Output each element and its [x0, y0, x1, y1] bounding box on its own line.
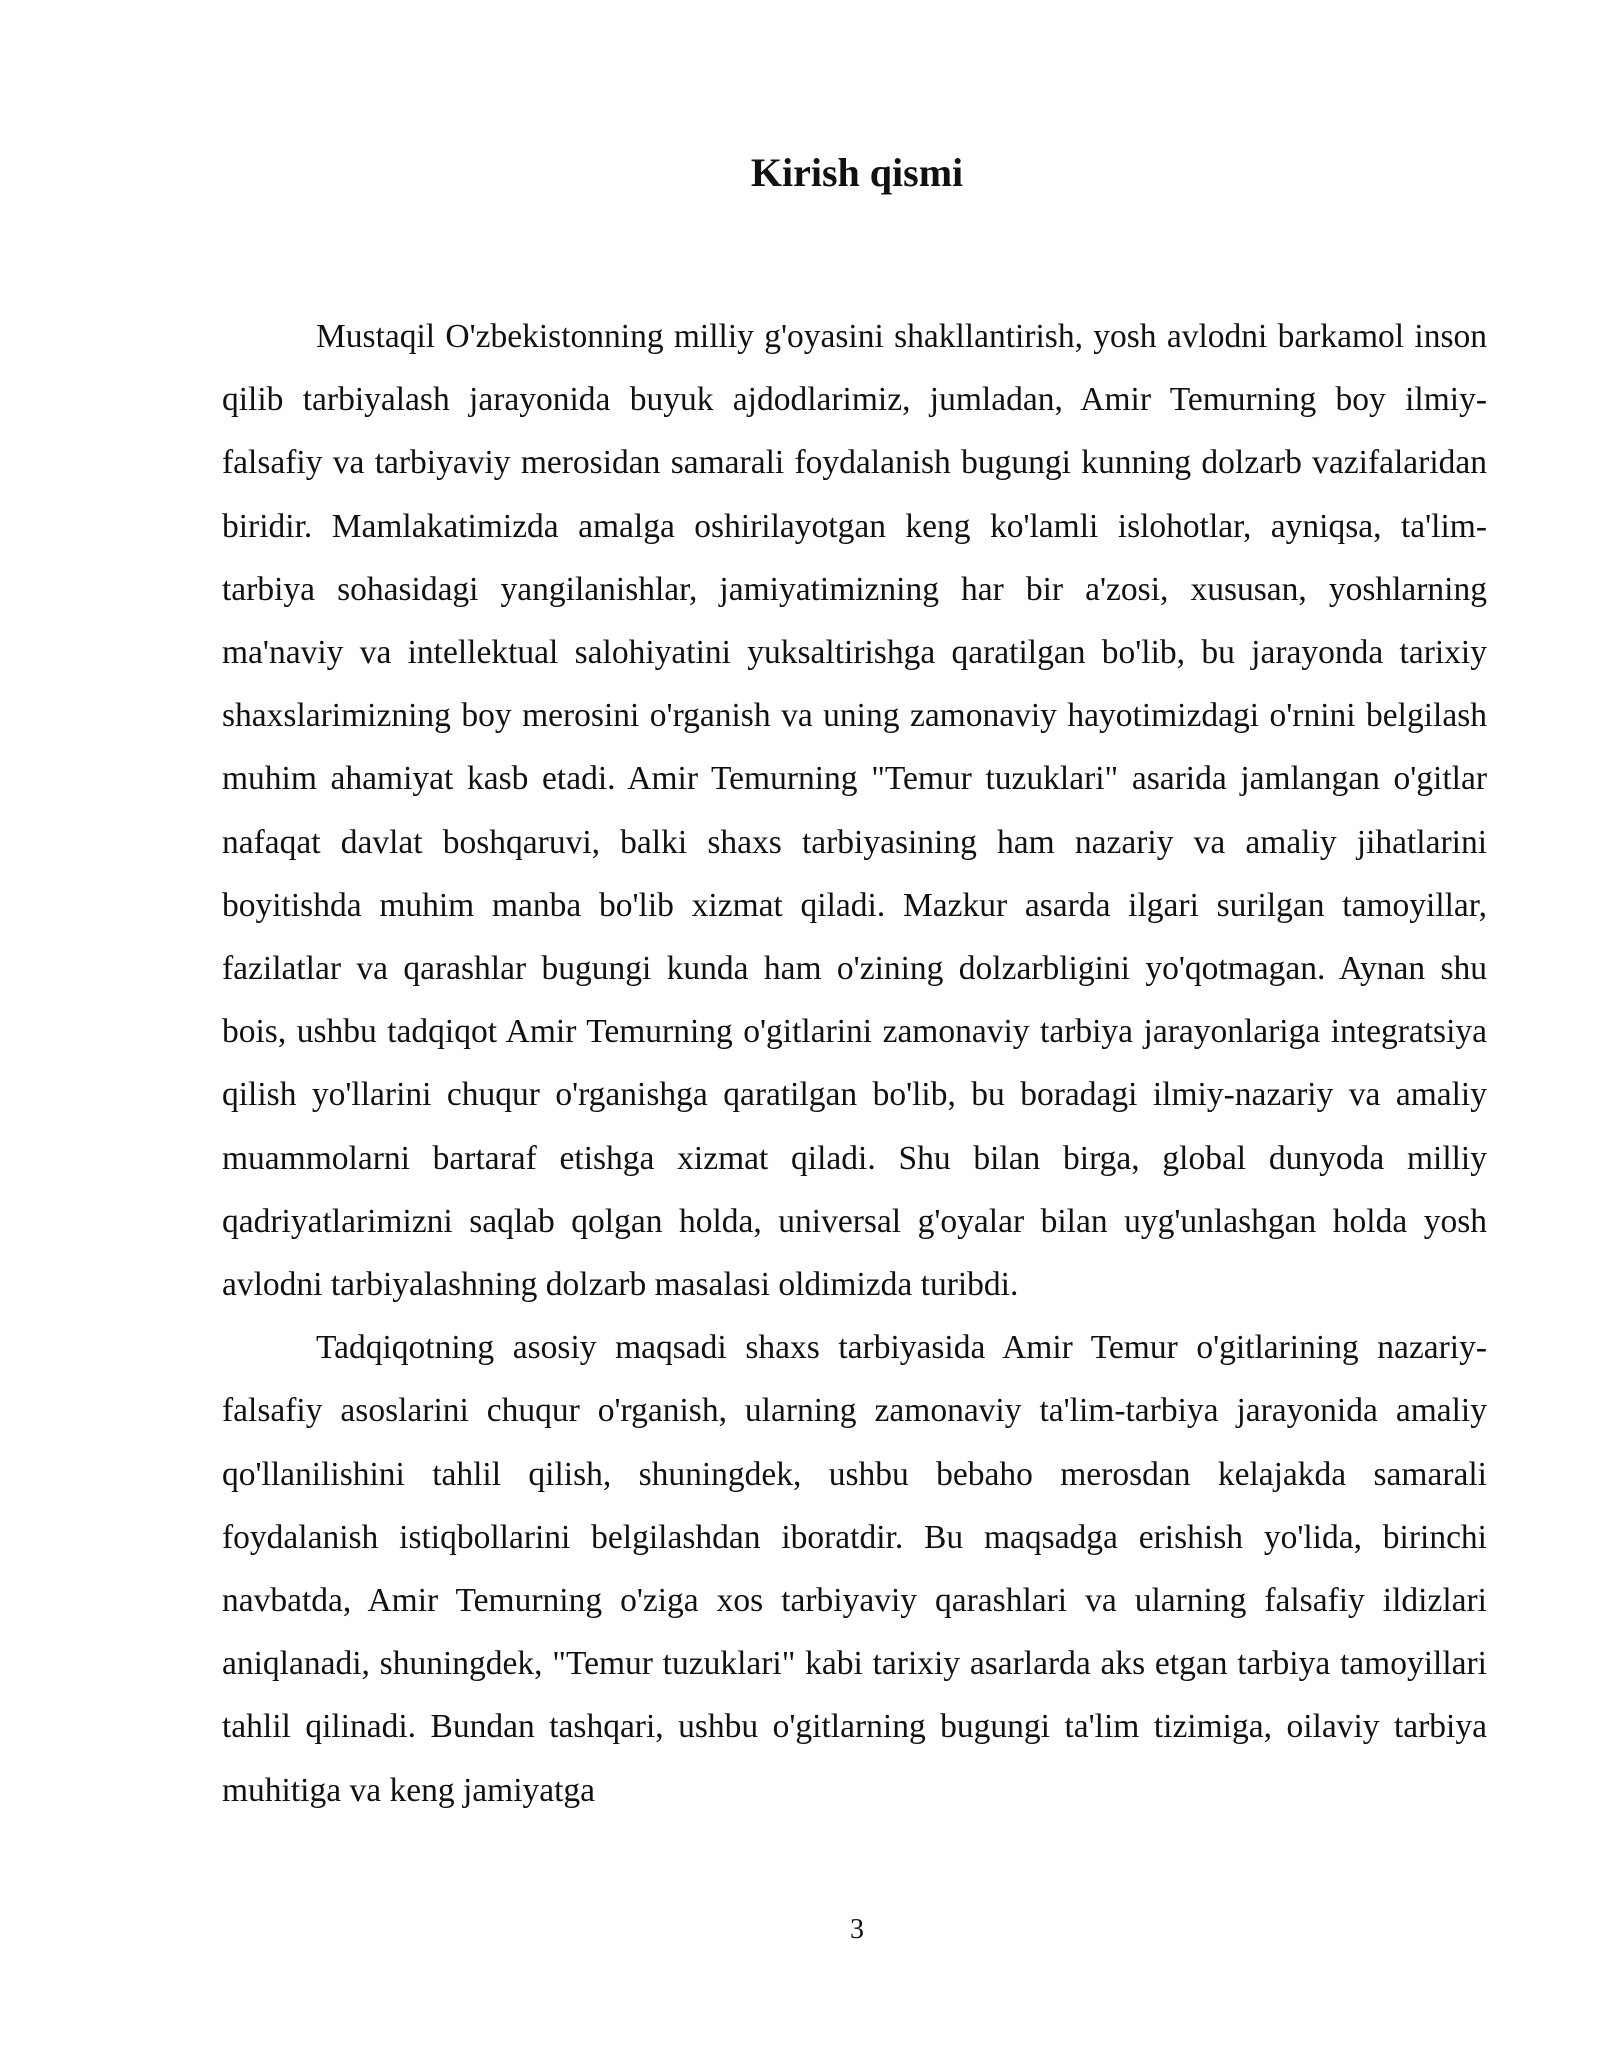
page-number: 3 — [850, 1914, 864, 1945]
page-title: Kirish qismi — [750, 150, 964, 195]
paragraph-introduction: Mustaqil O'zbekistonning milliy g'oyasini shakllantirish, yosh avlodni barkamol inson qilib tarbiyalash jarayonida buyuk ajdodlarimiz, jumladan, Amir Temurning boy ilmiy-falsafiy va tarbiyaviy merosidan samarali foydalanish bugungi kunning dolzarb vazifalaridan biridir. Mamlakatimizda amalga oshirilayotgan keng ko'lamli islohotlar, ayniqsa, ta'lim-tarbiya sohasidagi yangilanishlar, jamiyatimizning har bir a'zosi, xususan, yoshlarning ma'naviy va intellektual salohiyatini yuksaltirishga qaratilgan bo'lib, bu jarayonda tarixiy shaxslarimizning boy merosini o'rganish va uning zamonaviy hayotimizdagi o'rnini belgilash muhim ahamiyat kasb etadi. Amir Temurning "Temur tuzuklari" asarida jamlangan o'gitlar nafaqat davlat boshqaruvi, balki shaxs tarbiyasining ham nazariy va amaliy jihatlarini boyitishda muhim manba bo'lib xizmat qiladi. Mazkur asarda ilgari surilgan tamoyillar, fazilatlar va qarashlar bugungi kunda ham o'zining dolzarbligini yo'qotmagan. Aynan shu bois, ushbu tadqiqot Amir Temurning o'gitlarini zamonaviy tarbiya jarayonlariga integratsiya qilish yo'llarini chuqur o'rganishga qaratilgan bo'lib, bu boradagi ilmiy-nazariy va amaliy muammolarni bartaraf etishga xizmat qiladi. Shu bilan birga, global dunyoda milliy qadriyatlarimizni saqlab qolgan holda, universal g'oyalar bilan uyg'unlashgan holda yosh avlodni tarbiyalashning dolzarb masalasi oldimizda turibdi. — [222, 318, 1487, 1304]
paragraph-research-goal: Tadqiqotning asosiy maqsadi shaxs tarbiyasida Amir Temur o'gitlarining nazariy-falsafiy asoslarini chuqur o'rganish, ularning zamonaviy ta'lim-tarbiya jarayonida amaliy qo'llanilishini tahlil qilish, shuningdek, ushbu bebaho merosdan kelajakda samarali foydalanish istiqbollarini belgilashdan iboratdir. Bu maqsadga erishish yo'lida, birinchi navbatda, Amir Temurning o'ziga xos tarbiyaviy qarashlari va ularning falsafiy ildizlari aniqlanadi, shuningdek, "Temur tuzuklari" kabi tarixiy asarlarda aks etgan tarbiya tamoyillari tahlil qilinadi. Bundan tashqari, ushbu o'gitlarning bugungi ta'lim tizimiga, oilaviy tarbiya muhitiga va keng jamiyatga — [222, 1329, 1487, 1809]
body-text — [222, 305, 1487, 1822]
